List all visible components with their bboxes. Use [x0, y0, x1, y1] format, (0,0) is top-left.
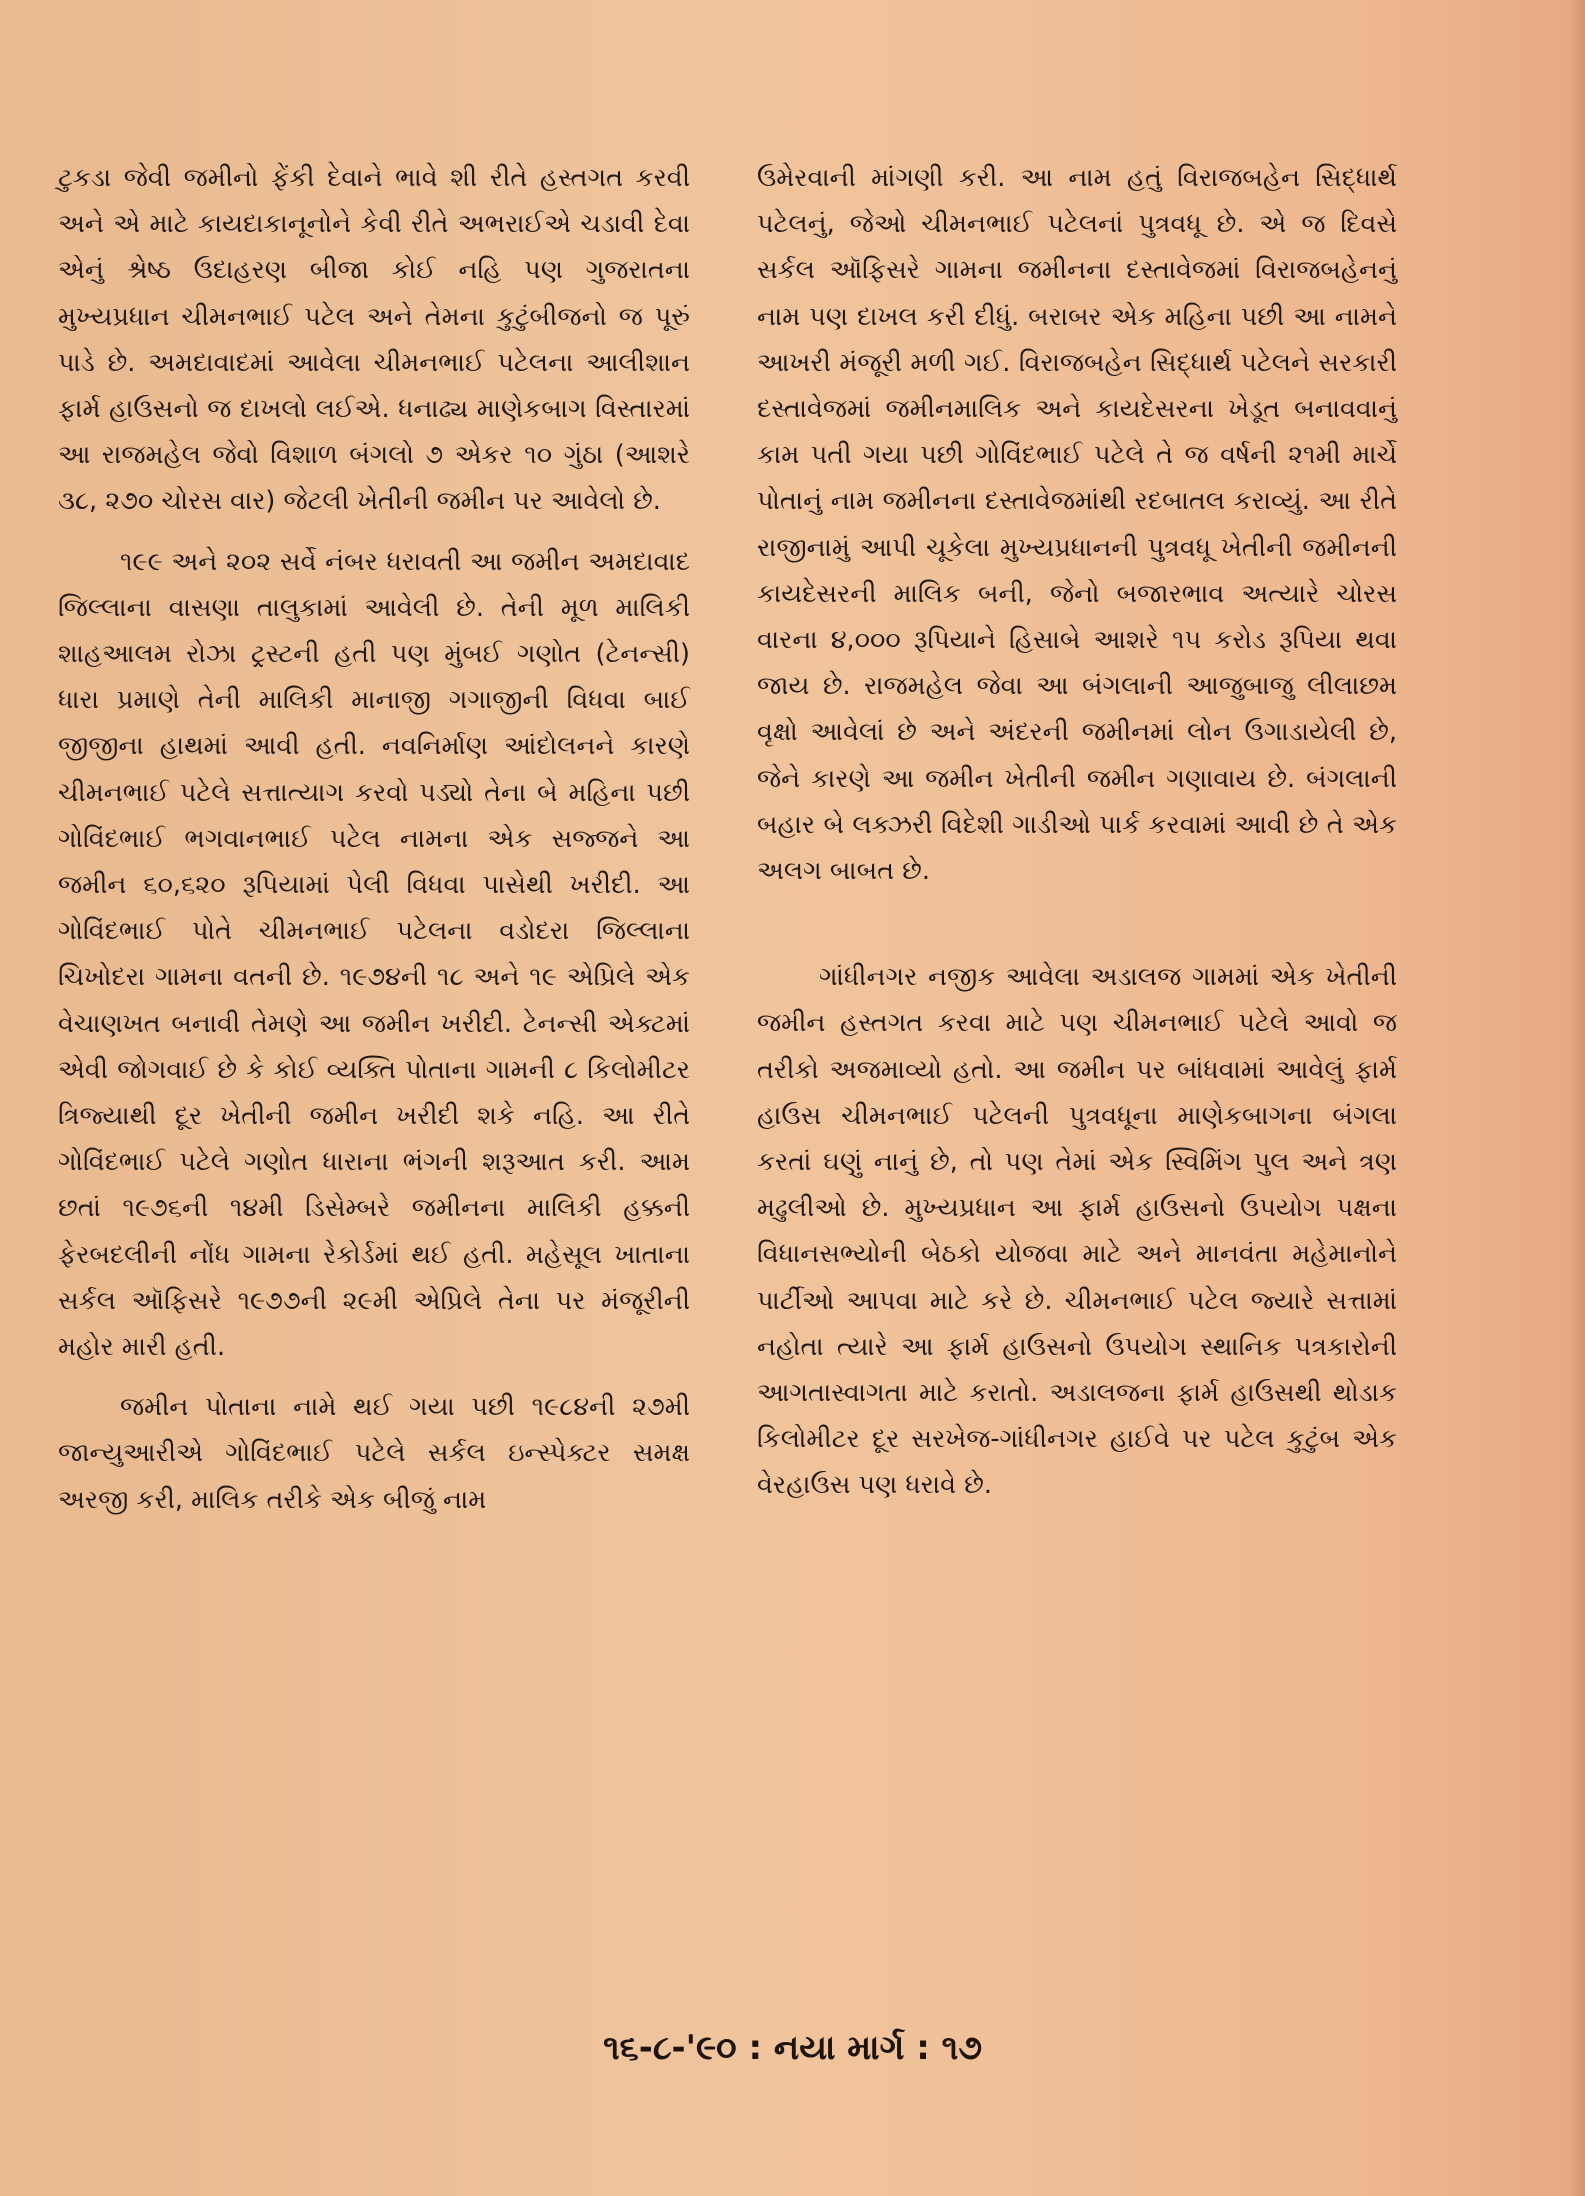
paragraph-name-transfer-continued: ઉમેરવાની માંગણી કરી. આ નામ હતું વિરાજબહેન સિદ્ધાર્થ પટેલનું, જેઓ ચીમનભાઈ પટેલનાં પુત્રવધૂ છે. એ જ દિવસે સર્કલ ઑફિસરે ગામના જમીનના દસ્તાવેજમાં વિરાજબહેનનું નામ પણ દાખલ કરી દીધું. બરાબર એક મહિના પછી આ નામને આખરી મંજૂરી મળી ગઈ. વિરાજબહેન સિદ્ધાર્થ પટેલને સરકારી દસ્તાવેજમાં જમીનમાલિક અને કાયદેસરના ખેડૂત બનાવવાનું કામ પતી ગયા પછી ગોવિંદભાઈ પટેલે તે જ વર્ષની ૨૧મી માર્ચે પોતાનું નામ જમીનના દસ્તાવેજમાંથી રદબાતલ કરાવ્યું. આ રીતે રાજીનામું આપી ચૂકેલા મુખ્યપ્રધાનની પુત્રવધૂ ખેતીની જમીનની કાયદેસરની માલિક બની, જેનો બજારભાવ અત્યારે ચોરસ વારના ૪,૦૦૦ રૂપિયાને હિસાબે આશરે ૧૫ કરોડ રૂપિયા થવા જાય છે. રાજમહેલ જેવા આ બંગલાની આજુબાજુ લીલાછમ વૃક્ષો આવેલાં છે અને અંદરની જમીનમાં લોન ઉગાડાયેલી છે, જેને કારણે આ જમીન ખેતીની જમીન ગણાવાય છે. બંગલાની બહાર બે લક્ઝરી વિદેશી ગાડીઓ પાર્ક કરવામાં આવી છે તે એક અલગ બાબત છે.: [757, 163, 1397, 887]
paragraph-adalaj-farmhouse: ગાંધીનગર નજીક આવેલા અડાલજ ગામમાં એક ખેતીની જમીન હસ્તગત કરવા માટે પણ ચીમનભાઈ પટેલે આવો જ તરીકો અજમાવ્યો હતો. આ જમીન પર બાંધવામાં આવેલું ફાર્મ હાઉસ ચીમનભાઈ પટેલની પુત્રવધૂના માણેકબાગના બંગલા કરતાં ઘણું નાનું છે, તો પણ તેમાં એક સ્વિમિંગ પુલ અને ત્રણ મઢુલીઓ છે. મુખ્યપ્રધાન આ ફાર્મ હાઉસનો ઉપયોગ પક્ષના વિધાનસભ્યોની બેઠકો યોજવા માટે અને માનવંતા મહેમાનોને પાર્ટીઓ આપવા માટે કરે છે. ચીમનભાઈ પટેલ જ્યારે સત્તામાં નહોતા ત્યારે આ ફાર્મ હાઉસનો ઉપયોગ સ્થાનિક પત્રકારોની આગતાસ્વાગતા માટે કરાતો. અડાલજના ફાર્મ હાઉસથી થોડાક કિલોમીટર દૂર સરખેજ-ગાંધીનગર હાઈવે પર પટેલ કુટુંબ એક વેરહાઉસ પણ ધરાવે છે.: [757, 962, 1397, 1501]
left-text-column: [58, 155, 690, 1523]
paragraph-land-history: ૧૯૯ અને ૨૦૨ સર્વે નંબર ધરાવતી આ જમીન અમદાવાદ જિલ્લાના વાસણા તાલુકામાં આવેલી છે. તેની મૂળ માલિકી શાહઆલમ રોઝા ટ્રસ્ટની હતી પણ મુંબઈ ગણોત (ટેનન્સી) ધારા પ્રમાણે તેની માલિકી માનાજી ગગાજીની વિધવા બાઈ જીજીના હાથમાં આવી હતી. નવનિર્માણ આંદોલનને કારણે ચીમનભાઈ પટેલે સત્તાત્યાગ કરવો પડ્યો તેના બે મહિના પછી ગોવિંદભાઈ ભગવાનભાઈ પટેલ નામના એક સજ્જને આ જમીન ૬૦,૬૨૦ રૂપિયામાં પેલી વિધવા પાસેથી ખરીદી. આ ગોવિંદભાઈ પોતે ચીમનભાઈ પટેલના વડોદરા જિલ્લાના ચિખોદરા ગામના વતની છે. ૧૯૭૪ની ૧૮ અને ૧૯ એપ્રિલે એક વેચાણખત બનાવી તેમણે આ જમીન ખરીદી. ટેનન્સી એક્ટમાં એવી જોગવાઈ છે કે કોઈ વ્યક્તિ પોતાના ગામની ૮ કિલોમીટર ત્રિજ્યાથી દૂર ખેતીની જમીન ખરીદી શકે નહિ. આ રીતે ગોવિંદભાઈ પટેલે ગણોત ધારાના ભંગની શરૂઆત કરી. આમ છતાં ૧૯૭૬ની ૧૪મી ડિસેમ્બરે જમીનના માલિકી હક્કની ફેરબદલીની નોંધ ગામના રેકોર્ડમાં થઈ હતી. મહેસૂલ ખાતાના સર્કલ ઑફિસરે ૧૯૭૭ની ૨૯મી એપ્રિલે તેના પર મંજૂરીની મહોર મારી હતી.: [58, 546, 690, 1363]
page-footer: ૧૬-૮-'૯૦ : નયા માર્ગ : ૧૭: [603, 2028, 982, 2068]
page-edge-shadow: [1568, 0, 1585, 2196]
right-text-column: [757, 155, 1397, 1509]
paragraph-name-transfer-start: જમીન પોતાના નામે થઈ ગયા પછી ૧૯૮૪ની ૨૭મી જાન્યુઆરીએ ગોવિંદભાઈ પટેલે સર્કલ ઇન્સ્પેક્ટર સમક્ષ અરજી કરી, માલિક તરીકે એક બીજું નામ: [58, 1392, 690, 1515]
paragraph-farmhouse-intro: ટુકડા જેવી જમીનો ફેંકી દેવાને ભાવે શી રીતે હસ્તગત કરવી અને એ માટે કાયદાકાનૂનોને કેવી રીતે અભરાઈએ ચડાવી દેવા એનું શ્રેષ્ઠ ઉદાહરણ બીજા કોઈ નહિ પણ ગુજરાતના મુખ્યપ્રધાન ચીમનભાઈ પટેલ અને તેમના કુટુંબીજનો જ પૂરું પાડે છે. અમદાવાદમાં આવેલા ચીમનભાઈ પટેલના આલીશાન ફાર્મ હાઉસનો જ દાખલો લઈએ. ધનાઢ્ય માણેકબાગ વિસ્તારમાં આ રાજમહેલ જેવો વિશાળ બંગલો ૭ એકર ૧૦ ગુંઠા (આશરે ૩૮, ૨૭૦ ચોરસ વાર) જેટલી ખેતીની જમીન પર આવેલો છે.: [58, 163, 690, 517]
